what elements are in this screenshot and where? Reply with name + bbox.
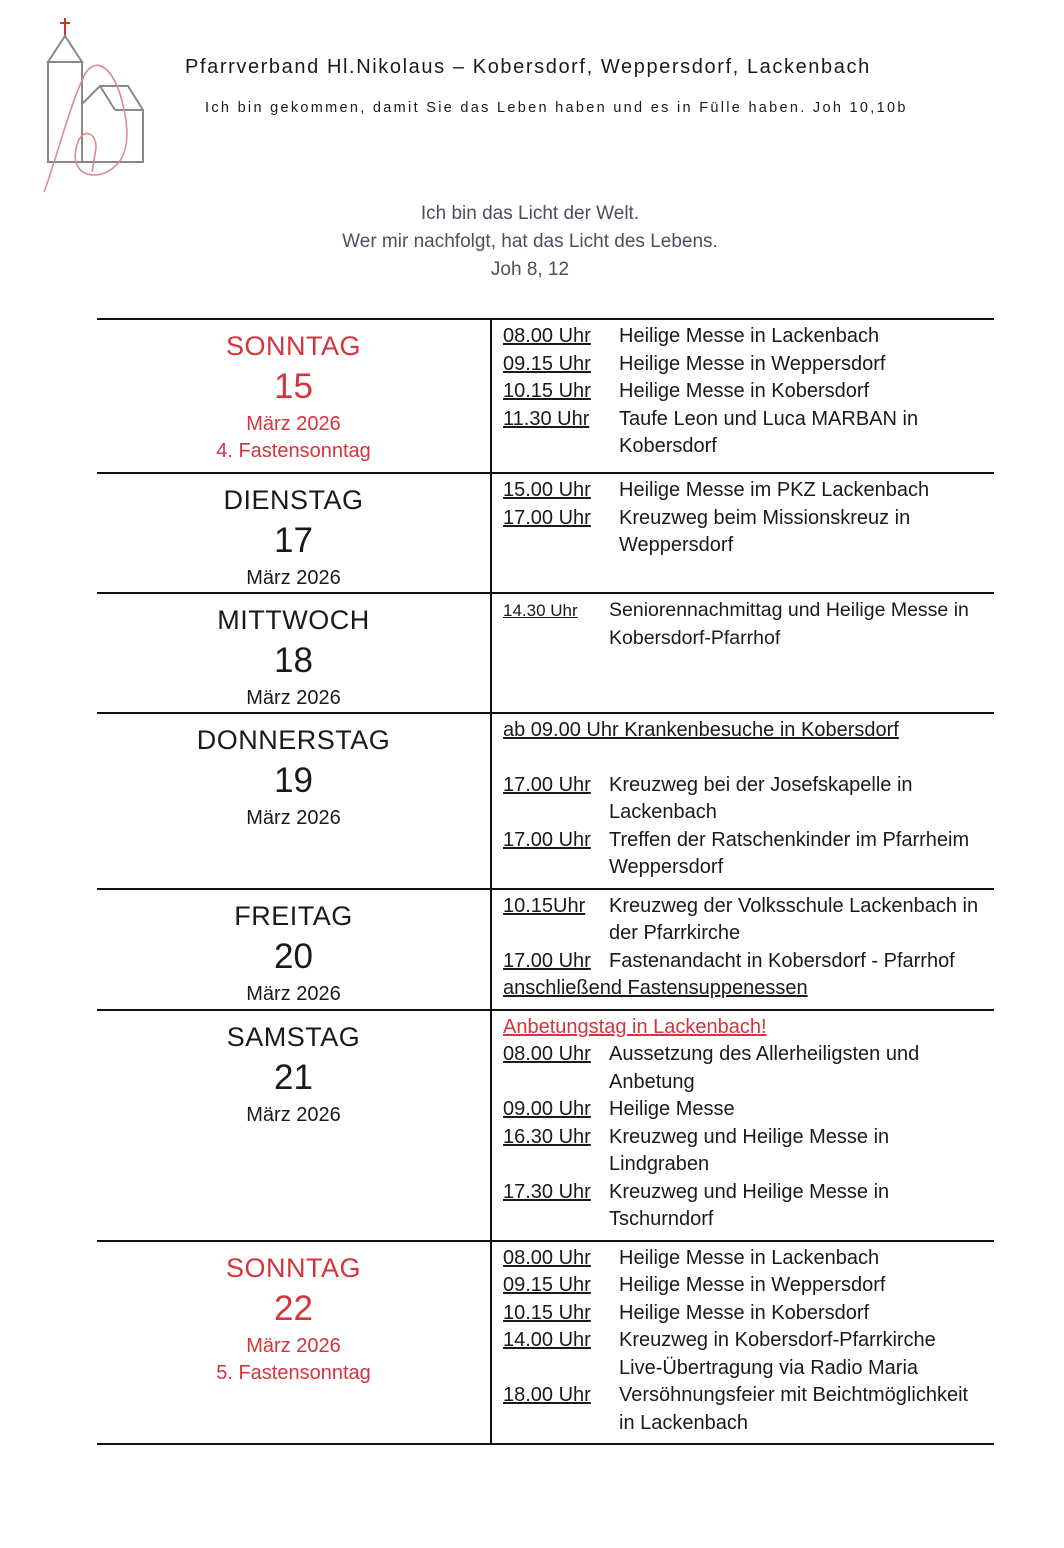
- event-item: [503, 772, 984, 827]
- event-time: 10.15 Uhr: [503, 1301, 591, 1324]
- schedule-row: [97, 319, 994, 473]
- schedule-row: [97, 1241, 994, 1445]
- event-time: 14.00 Uhr: [503, 1329, 591, 1351]
- event-text: Heilige Messe: [609, 1098, 735, 1120]
- event-text: Heilige Messe in Kobersdorf: [619, 380, 870, 402]
- day-note: 5. Fastensonntag: [216, 1361, 371, 1384]
- day-number: 18: [274, 641, 313, 680]
- day-name: DIENSTAG: [223, 485, 364, 515]
- parish-motto: Ich bin gekommen, damit Sie das Leben haben und es in Fülle haben. Joh 10,10b: [205, 100, 908, 116]
- events-cell: [491, 713, 994, 889]
- event-item: [503, 1382, 984, 1437]
- events-cell: [491, 889, 994, 1010]
- day-number: 17: [274, 521, 313, 560]
- event-time: 09.15 Uhr: [503, 1274, 591, 1296]
- day-month: März 2026: [246, 982, 341, 1005]
- event-item: [503, 1327, 984, 1382]
- event-text: Kreuzweg bei der Josefskapelle in Lackenbach: [609, 773, 913, 823]
- event-time: 16.30 Uhr: [503, 1125, 591, 1148]
- verse-reference: Joh 8, 12: [490, 259, 570, 280]
- event-text: Heilige Messe in Weppersdorf: [619, 1274, 886, 1296]
- event-text: Kreuzweg in Kobersdorf-Pfarrkirche Live-Übertragung via Radio Maria: [619, 1329, 936, 1379]
- day-month: März 2026: [246, 687, 341, 709]
- event-time: 08.00 Uhr: [503, 1043, 591, 1065]
- event-time: 17.00 Uhr: [503, 949, 591, 972]
- event-text: Heilige Messe in Lackenbach: [619, 1246, 880, 1269]
- event-text: Taufe Leon und Luca MARBAN in Kobersdorf: [619, 407, 919, 457]
- event-lead: ab 09.00 Uhr Krankenbesuche in Kobersdorf: [503, 719, 899, 741]
- day-month: März 2026: [246, 413, 341, 435]
- event-time: 09.15 Uhr: [503, 352, 591, 375]
- day-cell: [97, 319, 491, 473]
- event-time: 08.00 Uhr: [503, 325, 591, 347]
- event-text: Heilige Messe im PKZ Lackenbach: [619, 479, 930, 501]
- event-time: 17.00 Uhr: [503, 506, 591, 529]
- schedule-row: [97, 593, 994, 713]
- event-text: Treffen der Ratschenkinder im Pfarrheim Weppersdorf: [609, 828, 970, 878]
- day-month: März 2026: [246, 807, 341, 829]
- day-cell: [97, 593, 491, 713]
- parish-logo: [40, 14, 150, 196]
- event-item: [503, 1179, 984, 1234]
- event-lead-highlight: Anbetungstag in Lackenbach!: [503, 1015, 767, 1038]
- schedule-row: [97, 889, 994, 1010]
- day-name: SONNTAG: [225, 1252, 361, 1283]
- events-cell: [491, 319, 994, 473]
- day-number: 21: [274, 1057, 313, 1097]
- event-text: Fastenandacht in Kobersdorf - Pfarrhof: [609, 949, 955, 972]
- day-note: 4. Fastensonntag: [216, 440, 371, 462]
- event-time: 15.00 Uhr: [503, 479, 591, 501]
- event-item: [503, 1096, 984, 1124]
- event-item: [503, 505, 984, 560]
- event-time: 17.30 Uhr: [503, 1180, 591, 1203]
- event-time: 09.00 Uhr: [503, 1098, 591, 1120]
- schedule-row: [97, 713, 994, 889]
- day-cell: [97, 1241, 491, 1445]
- event-text: Versöhnungsfeier mit Beichtmöglichkeit in Lackenbach: [619, 1384, 969, 1434]
- day-name: MITTWOCH: [217, 605, 370, 635]
- day-name: SONNTAG: [225, 331, 361, 361]
- event-text: Kreuzweg beim Missionskreuz in Weppersdorf: [619, 506, 911, 556]
- day-name: SAMSTAG: [226, 1021, 361, 1052]
- event-text: Heilige Messe in Kobersdorf: [619, 1301, 870, 1324]
- event-item: [503, 1041, 984, 1096]
- day-number: 15: [274, 367, 313, 406]
- day-month: März 2026: [246, 1103, 341, 1126]
- day-number: 20: [274, 936, 313, 976]
- event-item: [503, 351, 984, 379]
- event-text: Kreuzweg der Volksschule Lackenbach in der Pfarrkirche: [609, 894, 979, 944]
- event-trail: anschließend Fastensuppenessen: [503, 977, 808, 999]
- event-item: [503, 406, 984, 461]
- day-name: DONNERSTAG: [196, 725, 391, 755]
- day-number: 19: [274, 761, 313, 800]
- parish-title: Pfarrverband Hl.Nikolaus – Kobersdorf, Weppersdorf, Lackenbach: [185, 56, 871, 78]
- day-cell: [97, 713, 491, 889]
- event-item: [503, 1124, 984, 1179]
- event-time: 08.00 Uhr: [503, 1246, 591, 1269]
- day-month: März 2026: [246, 1334, 341, 1357]
- schedule-row: [97, 473, 994, 593]
- event-text: Kreuzweg und Heilige Messe in Lindgraben: [609, 1125, 890, 1175]
- bible-verse: [250, 200, 810, 284]
- day-month: März 2026: [246, 567, 341, 589]
- event-item: [503, 948, 984, 976]
- event-time: 18.00 Uhr: [503, 1384, 591, 1406]
- event-item: [503, 597, 984, 652]
- day-cell: [97, 473, 491, 593]
- event-text: Aussetzung des Allerheiligsten und Anbetung: [609, 1043, 920, 1093]
- verse-line-2: Wer mir nachfolgt, hat das Licht des Lebens.: [342, 231, 718, 252]
- event-item: [503, 477, 984, 505]
- event-text: Heilige Messe in Weppersdorf: [619, 352, 886, 375]
- events-cell: [491, 1010, 994, 1241]
- day-cell: [97, 889, 491, 1010]
- event-time: 11.30 Uhr: [503, 407, 590, 430]
- event-item: [503, 827, 984, 882]
- event-time: 10.15 Uhr: [503, 380, 591, 402]
- event-time: 17.00 Uhr: [503, 773, 591, 796]
- event-time: 10.15Uhr: [503, 894, 586, 917]
- event-item: [503, 1245, 984, 1273]
- events-cell: [491, 1241, 994, 1445]
- day-cell: [97, 1010, 491, 1241]
- events-cell: [491, 593, 994, 713]
- event-text: Seniorennachmittag und Heilige Messe in Kobersdorf-Pfarrhof: [609, 599, 969, 649]
- event-item: [503, 1300, 984, 1328]
- verse-line-1: Ich bin das Licht der Welt.: [420, 203, 640, 224]
- day-number: 22: [274, 1288, 313, 1328]
- event-text: Heilige Messe in Lackenbach: [619, 325, 880, 347]
- event-item: [503, 893, 984, 948]
- event-time: 14.30 Uhr: [503, 601, 578, 620]
- event-item: [503, 323, 984, 351]
- event-time: 17.00 Uhr: [503, 828, 591, 851]
- weekly-schedule: [97, 318, 994, 1445]
- event-item: [503, 378, 984, 406]
- event-item: [503, 1272, 984, 1300]
- schedule-row: [97, 1010, 994, 1241]
- day-name: FREITAG: [234, 900, 353, 931]
- events-cell: [491, 473, 994, 593]
- event-text: Kreuzweg und Heilige Messe in Tschurndorf: [609, 1180, 890, 1230]
